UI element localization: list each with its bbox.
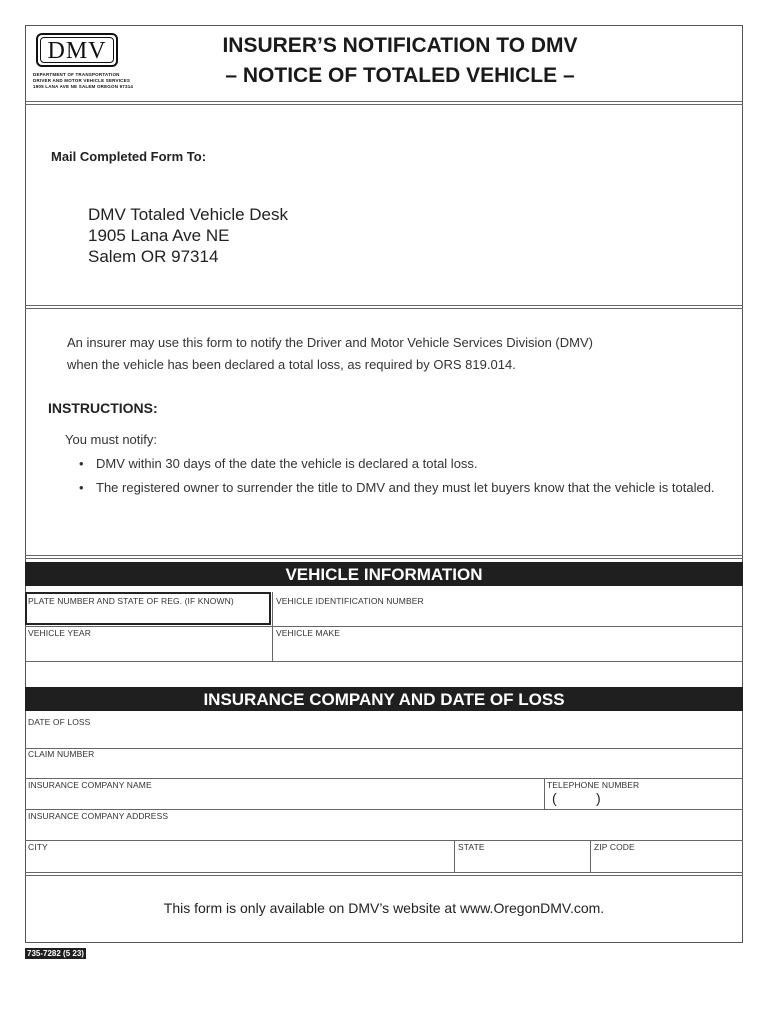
- claim-number-label: CLAIM NUMBER: [28, 749, 95, 759]
- vehicle-section-heading: VEHICLE INFORMATION: [25, 562, 743, 586]
- vehicle-year-label: VEHICLE YEAR: [28, 628, 91, 638]
- plate-number-label: PLATE NUMBER AND STATE OF REG. (IF KNOWN): [28, 596, 234, 606]
- form-title-line1: INSURER’S NOTIFICATION TO DMV: [222, 34, 578, 57]
- insurance-section-heading: INSURANCE COMPANY AND DATE OF LOSS: [25, 687, 743, 711]
- zip-code-label: ZIP CODE: [594, 842, 635, 852]
- form-title-line2: – NOTICE OF TOTALED VEHICLE –: [225, 64, 575, 87]
- state-label: STATE: [458, 842, 485, 852]
- mail-address: [88, 204, 288, 267]
- dmv-logo: [36, 33, 118, 67]
- intro-line2: when the vehicle has been declared a total loss, as required by ORS 819.014.: [67, 357, 516, 372]
- instructions-list: [76, 455, 716, 496]
- form-number: 735-7282 (5 23): [27, 949, 84, 958]
- claim-number-field[interactable]: [25, 749, 743, 778]
- mail-address-line2: 1905 Lana Ave NE: [88, 226, 230, 245]
- instructions-divider: [25, 555, 743, 559]
- phone-area-close: ): [596, 790, 601, 806]
- website-note: This form is only available on DMV’s website at www.OregonDMV.com.: [163, 900, 605, 916]
- instructions-heading: INSTRUCTIONS:: [48, 400, 158, 416]
- telephone-label: TELEPHONE NUMBER: [547, 780, 640, 790]
- agency-line-3: 1905 LANA AVE NE SALEM OREGON 97314: [33, 84, 134, 89]
- date-of-loss-label: DATE OF LOSS: [28, 717, 91, 727]
- mail-address-line3: Salem OR 97314: [88, 247, 219, 266]
- intro-line1: An insurer may use this form to notify the Driver and Motor Vehicle Services Division (DMV): [67, 335, 593, 350]
- instructions-lead: You must notify:: [65, 432, 158, 447]
- city-field[interactable]: [25, 841, 453, 872]
- vehicle-bottom-line: [25, 661, 743, 662]
- insurance-bottom-line: [25, 872, 743, 876]
- instruction-item: • DMV within 30 days of the date the vehicle is declared a total loss.: [79, 456, 478, 471]
- city-label: CITY: [28, 842, 48, 852]
- phone-area-open: (: [552, 790, 557, 806]
- mail-label: Mail Completed Form To:: [51, 149, 207, 164]
- vehicle-make-field[interactable]: [273, 627, 743, 661]
- instruction-item: • The registered owner to surrender the title to DMV and they must let buyers know that the vehicle is totaled.: [79, 480, 715, 495]
- vehicle-make-label: VEHICLE MAKE: [276, 628, 341, 638]
- agency-line-2: DRIVER AND MOTOR VEHICLE SERVICES: [33, 78, 131, 83]
- date-of-loss-field[interactable]: [25, 714, 743, 748]
- header-divider: [25, 101, 743, 105]
- agency-line-1: DEPARTMENT OF TRANSPORTATION: [33, 72, 120, 77]
- company-name-label: INSURANCE COMPANY NAME: [28, 780, 152, 790]
- dmv-logo-text: DMV: [40, 37, 114, 63]
- company-address-label: INSURANCE COMPANY ADDRESS: [28, 811, 169, 821]
- mail-address-line1: DMV Totaled Vehicle Desk: [88, 205, 289, 224]
- mail-divider: [25, 305, 743, 309]
- vin-label: VEHICLE IDENTIFICATION NUMBER: [276, 596, 424, 606]
